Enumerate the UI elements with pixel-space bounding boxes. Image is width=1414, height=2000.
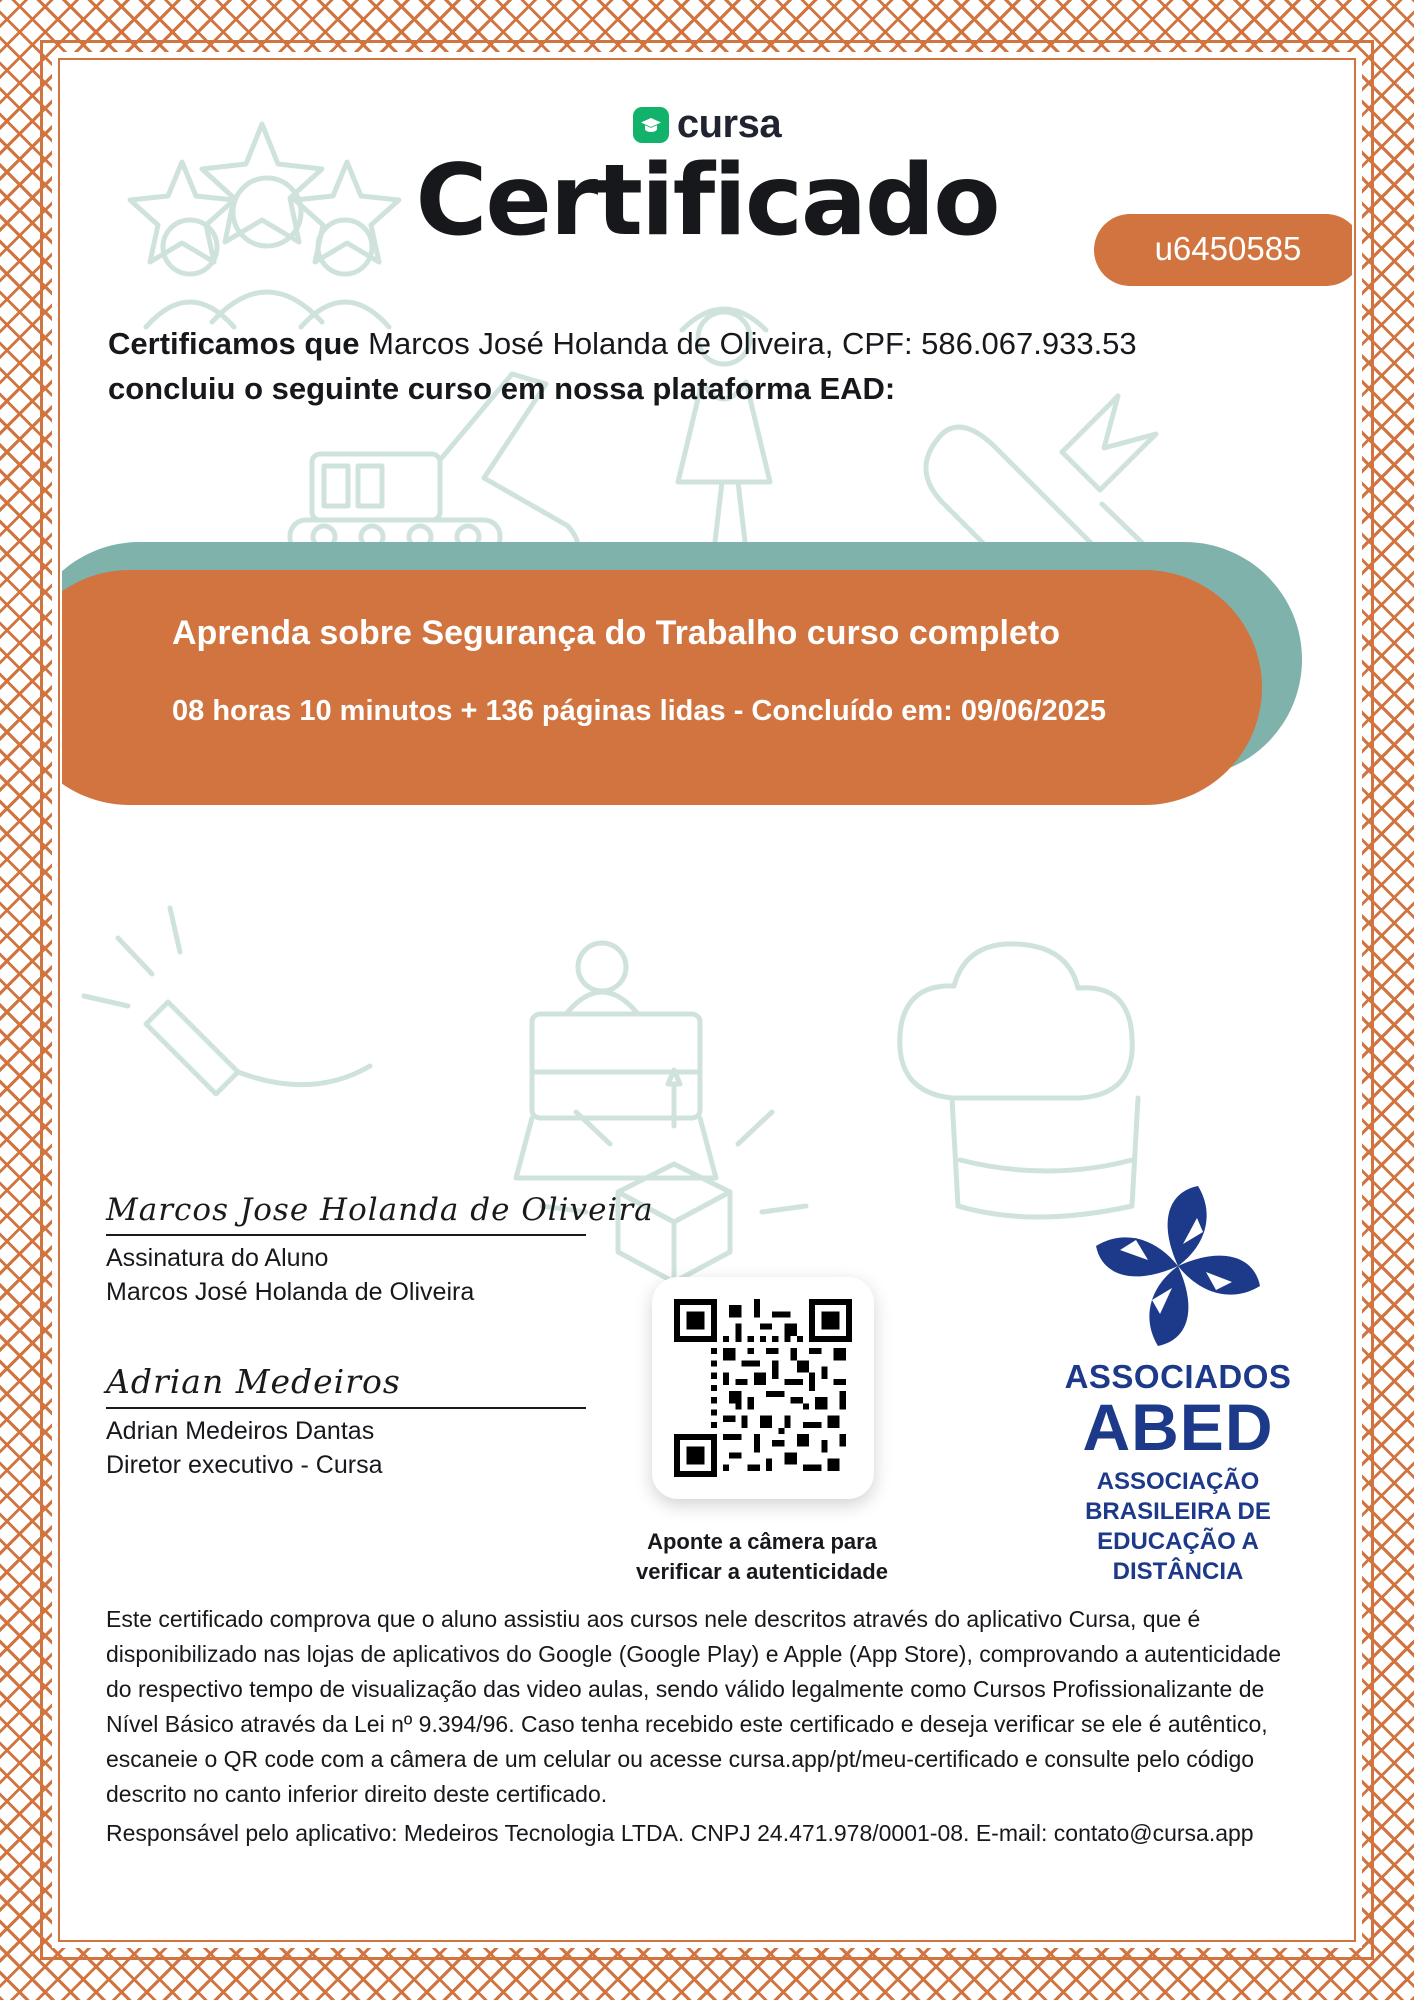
course-banner-body bbox=[62, 570, 1262, 805]
graduation-cap-icon bbox=[633, 107, 669, 143]
certify-suffix: concluiu o seguinte curso em nossa plataforma EAD: bbox=[108, 370, 896, 406]
signature-student bbox=[106, 1192, 654, 1310]
abed-sub-line-2: BRASILEIRA DE bbox=[1085, 1497, 1271, 1525]
certify-statement bbox=[108, 322, 1318, 412]
legal-footer bbox=[106, 1602, 1311, 1851]
signature-director-name: Adrian Medeiros Dantas bbox=[106, 1417, 375, 1445]
signature-student-script: Marcos Jose Holanda de Oliveira bbox=[106, 1192, 654, 1228]
footer-responsible: Responsável pelo aplicativo: Medeiros Tecnologia LTDA. CNPJ 24.471.978/0001-08. E-mail: contato@cursa.app bbox=[106, 1819, 1254, 1846]
qr-caption-line-2: verificar a autenticidade bbox=[636, 1558, 888, 1584]
abed-sub-line-3: EDUCAÇÃO A bbox=[1097, 1527, 1259, 1555]
footer-paragraph: Este certificado comprova que o aluno assistiu aos cursos nele descritos através do aplicativo Cursa, que é disponibilizado nas lojas de aplicativos do Google (Google Play) e Apple (App Store), comprovando a autenticidade do respectivo tempo de visualização das video aulas, sendo válido legalmente como Cursos Profissionalizante de Nível Básico através da Lei nº 9.394/96. Caso tenha recebido este certificado e deseja verificar se ele é autêntico, escaneie o QR code com a câmera de um celular ou acesse cursa.app/pt/meu-certificado e consulte pelo código descrito no canto inferior direito deste certificado. bbox=[106, 1606, 1281, 1807]
abed-sub-line-1: ASSOCIAÇÃO bbox=[1096, 1467, 1260, 1495]
qr-code-icon[interactable] bbox=[674, 1299, 852, 1477]
qr-caption-line-1: Aponte a câmera para bbox=[647, 1529, 877, 1554]
signature-director-script: Adrian Medeiros bbox=[106, 1362, 401, 1401]
qr-code-caption bbox=[602, 1527, 922, 1586]
abed-pinwheel-icon bbox=[1088, 1182, 1268, 1352]
course-details: 08 horas 10 minutos + 136 páginas lidas - Concluído em: 09/06/2025 bbox=[172, 695, 1107, 727]
course-banner bbox=[62, 542, 1352, 812]
certify-prefix: Certificamos que bbox=[108, 326, 369, 361]
certificate-content bbox=[62, 62, 1352, 1938]
signature-student-rule bbox=[106, 1234, 586, 1236]
brand-name: cursa bbox=[676, 102, 782, 146]
signature-student-name: Marcos José Holanda de Oliveira bbox=[106, 1277, 475, 1306]
abed-associados-label: ASSOCIADOS bbox=[1064, 1358, 1292, 1395]
abed-sub-line-4: DISTÂNCIA bbox=[1112, 1557, 1244, 1585]
brand-logo bbox=[62, 102, 1352, 147]
signature-director-role: Diretor executivo - Cursa bbox=[106, 1450, 383, 1479]
certificate-code-badge: u6450585 bbox=[1094, 214, 1352, 286]
signature-director bbox=[106, 1362, 626, 1483]
abed-acronym: ABED bbox=[1082, 1390, 1274, 1464]
page-title: Certificado bbox=[415, 144, 999, 258]
abed-logo-block bbox=[1028, 1182, 1328, 1587]
qr-code-card[interactable] bbox=[652, 1277, 874, 1499]
signature-director-rule bbox=[106, 1407, 586, 1409]
course-name: Aprenda sobre Segurança do Trabalho curso completo bbox=[172, 614, 1060, 652]
student-name-cpf: Marcos José Holanda de Oliveira, CPF: 586.067.933.53 bbox=[368, 326, 1137, 361]
signature-student-label: Assinatura do Aluno bbox=[106, 1244, 329, 1272]
